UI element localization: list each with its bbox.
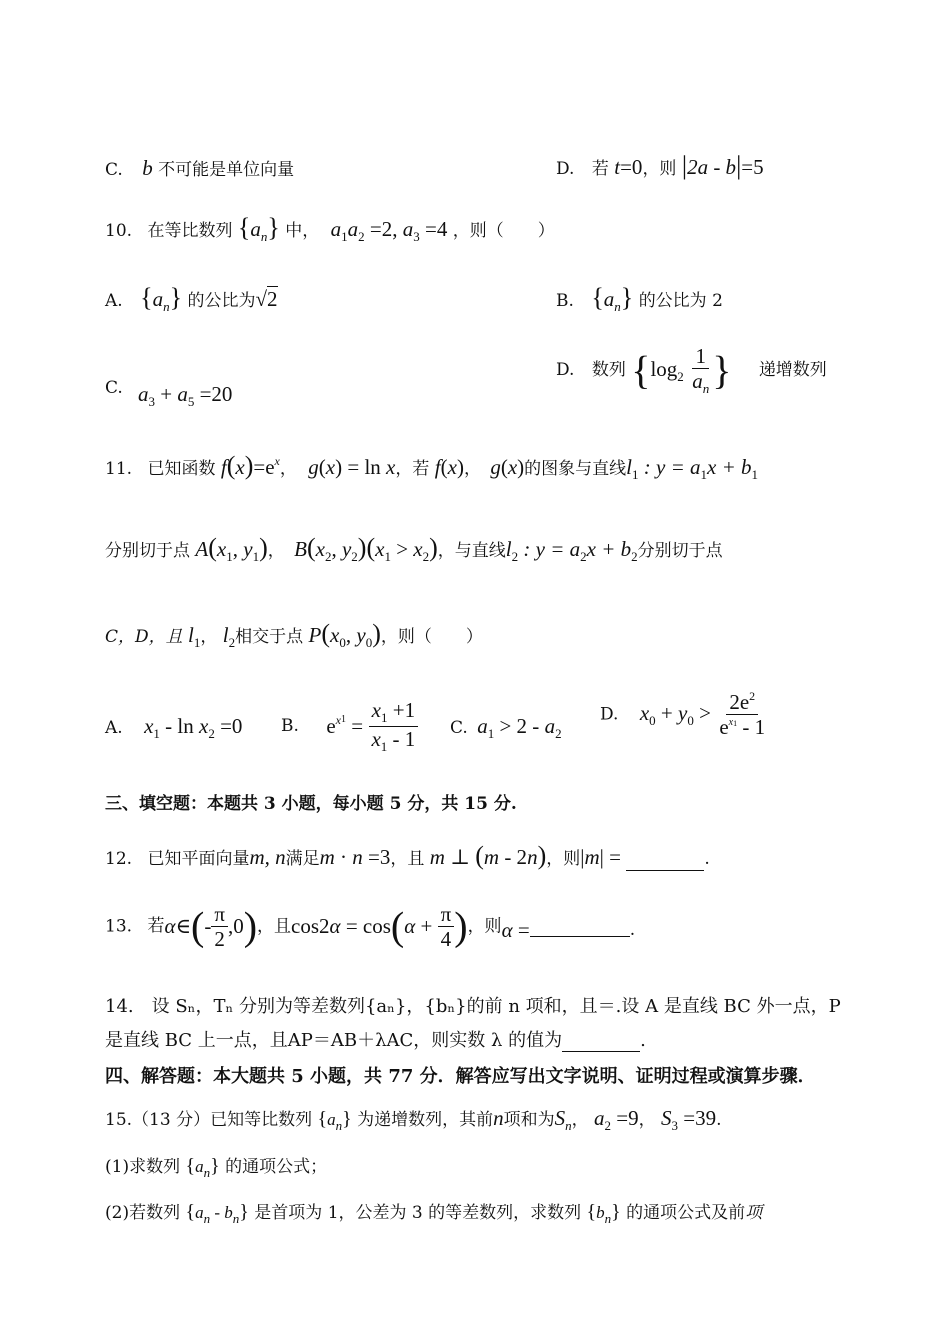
brace-left: { bbox=[140, 283, 153, 312]
question-number: 10. bbox=[105, 221, 133, 241]
option-text: 的公比为 bbox=[187, 291, 256, 311]
q10-option-b bbox=[556, 282, 723, 315]
abs-bar-left: | bbox=[681, 151, 688, 180]
paren-right: ) bbox=[454, 903, 468, 949]
question-text: 分别切于点 bbox=[105, 541, 190, 561]
answer-blank[interactable] bbox=[562, 1050, 640, 1052]
question-text: ， bbox=[279, 459, 297, 479]
math-value: =20 bbox=[199, 382, 233, 406]
math-a-n: $a_n$ bbox=[152, 287, 170, 314]
math-l2: $l_2$ bbox=[222, 623, 236, 650]
question-text: 的通项公式； bbox=[225, 1157, 328, 1177]
math-t: t bbox=[614, 155, 621, 179]
brace-left: { bbox=[586, 1201, 597, 1223]
q14-line1 bbox=[105, 996, 841, 1018]
math-l1: $l_1$ bbox=[188, 623, 201, 650]
paren-left: ( bbox=[191, 903, 205, 949]
question-number: 15. bbox=[105, 1110, 133, 1130]
math-exp: $e^{x1}$ = bbox=[326, 713, 364, 739]
question-text: ，则 bbox=[467, 916, 502, 937]
question-text: . bbox=[704, 849, 710, 869]
option-text: 的公比为 2 bbox=[638, 291, 723, 311]
question-text: 若 bbox=[147, 916, 165, 937]
brace-right: } bbox=[239, 1201, 249, 1223]
answer-blank[interactable] bbox=[626, 869, 704, 871]
brace-left: { bbox=[185, 1155, 196, 1177]
question-text: ，若 bbox=[395, 459, 430, 479]
math-abs-m: |m| = bbox=[580, 845, 621, 869]
q13: 13. 若α∈(- $\frac{\pi}{2}$ ,0)，且cos2α = cos(α + $\frac{\pi}{4}$ )，则α = . bbox=[105, 902, 636, 952]
q11-option-d bbox=[600, 690, 768, 739]
math-expr: =0 bbox=[620, 155, 643, 179]
question-text: ，则（ ） bbox=[452, 221, 555, 241]
math-fraction: $\frac{x_1 +1}{x_1 - 1}$ bbox=[368, 698, 418, 755]
option-label: B. bbox=[281, 716, 299, 737]
question-text: . bbox=[629, 920, 636, 941]
section-4-title bbox=[105, 1066, 816, 1088]
question-number: 12. bbox=[105, 849, 133, 869]
option-text: 递增数列 bbox=[758, 360, 827, 381]
question-text: 满足 bbox=[285, 849, 320, 869]
question-text: 已知等比数列 bbox=[210, 1110, 313, 1130]
math-point-p: $P(x_0$, $y_0$) bbox=[308, 619, 381, 650]
question-text: 项和为 bbox=[503, 1110, 555, 1130]
question-text: C，D，且 bbox=[105, 627, 183, 647]
brace-left: { bbox=[237, 213, 251, 242]
q10-option-c bbox=[105, 378, 123, 398]
math-minus: - bbox=[204, 914, 212, 939]
question-text: ，且 bbox=[390, 849, 425, 869]
math-expr: =5 bbox=[741, 155, 764, 179]
section-heading: 四、解答题：本大题共 5 小题，共 77 分．解答应写出文字说明、证明过程或演算步骤． bbox=[105, 1066, 816, 1087]
q15 bbox=[105, 1106, 722, 1134]
math-fraction: $\frac{1}{a_n}$ bbox=[692, 344, 710, 397]
math-b: b bbox=[142, 156, 153, 180]
math-fx: $f(x)=e^x$ bbox=[220, 451, 280, 480]
q10-option-d bbox=[556, 344, 827, 397]
question-number: 13. bbox=[105, 916, 133, 937]
math-a-n-minus-b-n: $a_n - b_n$ bbox=[195, 1203, 240, 1226]
q10-stem bbox=[105, 212, 555, 245]
brace-left: { bbox=[631, 347, 651, 393]
math-a-n: $a_n$ bbox=[327, 1110, 343, 1133]
option-text: 数列 bbox=[591, 360, 626, 381]
math-cos: cos2α = cos bbox=[291, 914, 391, 939]
math-expr: $a_1 > 2 - a_2$ bbox=[477, 714, 562, 741]
q12 bbox=[105, 840, 710, 871]
option-label: A. bbox=[105, 291, 123, 311]
option-text: ，则 bbox=[642, 159, 677, 179]
q9-option-d bbox=[556, 150, 764, 181]
question-text: ， bbox=[200, 627, 218, 647]
question-text: 已知平面向量 bbox=[147, 849, 250, 869]
math-fraction: $\frac{\pi}{4}$ bbox=[438, 902, 455, 951]
q11-line2 bbox=[105, 532, 723, 565]
question-text: ，与直线 bbox=[437, 541, 506, 561]
question-text: ，且 bbox=[257, 916, 292, 937]
question-text: . bbox=[640, 1030, 646, 1051]
option-label: C. bbox=[105, 378, 123, 398]
question-text: 中， bbox=[285, 221, 320, 241]
math-fraction: $\frac{2e^2}{e^{x1} - 1}$ bbox=[719, 689, 766, 740]
math-fx2: f(x) bbox=[434, 455, 464, 479]
math-gx: g(x) = ln x bbox=[308, 455, 396, 479]
question-text: 相交于点 bbox=[235, 627, 304, 647]
q11-option-a bbox=[105, 714, 242, 742]
math-alpha: α bbox=[404, 914, 416, 939]
question-text: ，则（ ） bbox=[380, 627, 483, 647]
option-label: C. bbox=[450, 718, 468, 738]
math-l1: $l_1$ : $y = a_1x + b_1$ bbox=[626, 455, 759, 482]
question-text: 14. 设 Sₙ，Tₙ 分别为等差数列{aₙ}，{bₙ}的前 n 项和，且＝.设 A 是直线 BC 外一点，P bbox=[105, 996, 841, 1017]
q9-option-c bbox=[105, 156, 294, 181]
math-fraction: $\frac{\pi}{2}$ bbox=[211, 902, 228, 951]
question-text: 的图象与直线 bbox=[524, 459, 627, 479]
math-expr: $x_1 - \ln x_2 =0$ bbox=[144, 714, 243, 741]
question-text: ， bbox=[638, 1110, 656, 1130]
option-label: D. bbox=[556, 360, 575, 381]
math-perp: m ⊥ (m - 2n) bbox=[429, 841, 547, 870]
option-label: C. bbox=[105, 160, 123, 180]
question-text: ，则 bbox=[546, 849, 581, 869]
option-label: A. bbox=[105, 718, 123, 738]
question-text: . bbox=[716, 1110, 722, 1130]
math-log: $\log_2$ bbox=[650, 356, 684, 384]
paren-left: ( bbox=[390, 903, 405, 949]
q14-line2 bbox=[105, 1030, 646, 1052]
question-text: (2)若数列 bbox=[105, 1203, 181, 1223]
math-alpha-in: α∈ bbox=[164, 914, 192, 939]
math-a-n: $a_n$ bbox=[250, 217, 268, 244]
question-text: ， bbox=[463, 459, 481, 479]
math-dot: m · n =3 bbox=[319, 845, 391, 869]
q15-part1 bbox=[105, 1154, 327, 1181]
question-text: 是首项为 1，公差为 3 的等差数列，求数列 bbox=[254, 1203, 582, 1223]
question-text: 分别切于点 bbox=[637, 541, 723, 561]
math-point-a: $A(x_1$, $y_1$) bbox=[195, 533, 268, 564]
option-label: B. bbox=[556, 291, 574, 311]
brace-left: { bbox=[185, 1201, 196, 1223]
math-gx2: g(x) bbox=[490, 455, 525, 479]
q10-option-a bbox=[105, 282, 278, 315]
brace-right: } bbox=[210, 1155, 220, 1177]
option-label: D. bbox=[600, 704, 619, 725]
math-a-n: $a_n$ bbox=[195, 1157, 211, 1180]
question-text: 项 bbox=[745, 1203, 763, 1222]
math-sqrt2: √2 bbox=[255, 287, 278, 311]
math-mn: m, n bbox=[249, 845, 286, 869]
brace-left: { bbox=[591, 283, 604, 312]
math-s-n: $S_n$ bbox=[554, 1106, 572, 1133]
math-zero: ,0 bbox=[227, 914, 244, 939]
math-expr: 2a - b bbox=[687, 155, 737, 179]
math-expr: $x_0 + y_0$ > bbox=[639, 700, 711, 728]
question-text: 为递增数列，其前 bbox=[357, 1110, 494, 1130]
q11-option-c bbox=[450, 714, 562, 742]
q11-line3 bbox=[105, 618, 483, 651]
math-b-n: $b_n$ bbox=[596, 1203, 612, 1226]
question-text: 已知函数 bbox=[147, 459, 216, 479]
question-text: ， bbox=[267, 541, 285, 561]
q11-line1 bbox=[105, 450, 758, 483]
option-label: D. bbox=[556, 159, 575, 179]
math-a2: $a_2 =9$ bbox=[594, 1106, 639, 1133]
brace-right: } bbox=[342, 1108, 352, 1130]
question-number: 11. bbox=[105, 459, 133, 479]
question-score: （13 分） bbox=[132, 1110, 211, 1130]
math-n: n bbox=[493, 1106, 504, 1130]
q10-option-c-expr bbox=[138, 382, 232, 410]
brace-right: } bbox=[169, 283, 183, 312]
math-alpha-eq: α = bbox=[501, 918, 530, 943]
math-point-b: $B(x_2$, $y_2)(x_1 > x_2)$ bbox=[294, 533, 438, 564]
option-text: 若 bbox=[591, 159, 609, 179]
question-text: ， bbox=[571, 1110, 589, 1130]
question-text: 的通项公式及前 bbox=[626, 1203, 746, 1223]
section-3-title bbox=[105, 794, 517, 814]
math-condition: $a_1a_2 =2$, $a_3 =4$ bbox=[330, 217, 448, 244]
section-heading: 三、填空题：本题共 3 小题，每小题 5 分，共 15 分. bbox=[105, 794, 517, 814]
answer-blank[interactable] bbox=[530, 935, 630, 937]
option-text: 不可能是单位向量 bbox=[158, 160, 295, 180]
math-l2: $l_2$ : $y = a_2x + b_2$ bbox=[505, 537, 638, 564]
brace-right: } bbox=[712, 347, 732, 393]
question-text: 在等比数列 bbox=[147, 221, 233, 241]
brace-right: } bbox=[620, 283, 634, 312]
math-s3: $S_3 =39$ bbox=[661, 1106, 717, 1133]
math-a-n: $a_n$ bbox=[603, 287, 621, 314]
brace-left: { bbox=[317, 1108, 328, 1130]
abs-bar-right: | bbox=[736, 151, 742, 180]
question-text: (1)求数列 bbox=[105, 1157, 181, 1177]
q11-option-b bbox=[281, 698, 418, 755]
paren-right: ) bbox=[243, 903, 258, 949]
question-text: 是直线 BC 上一点，且AP＝AB＋λAC，则实数 λ 的值为 bbox=[105, 1030, 563, 1051]
brace-right: } bbox=[611, 1201, 621, 1223]
q15-part2 bbox=[105, 1200, 762, 1227]
brace-right: } bbox=[267, 213, 280, 242]
math-expr: $a_3 + a_5 =20$ bbox=[138, 382, 233, 409]
